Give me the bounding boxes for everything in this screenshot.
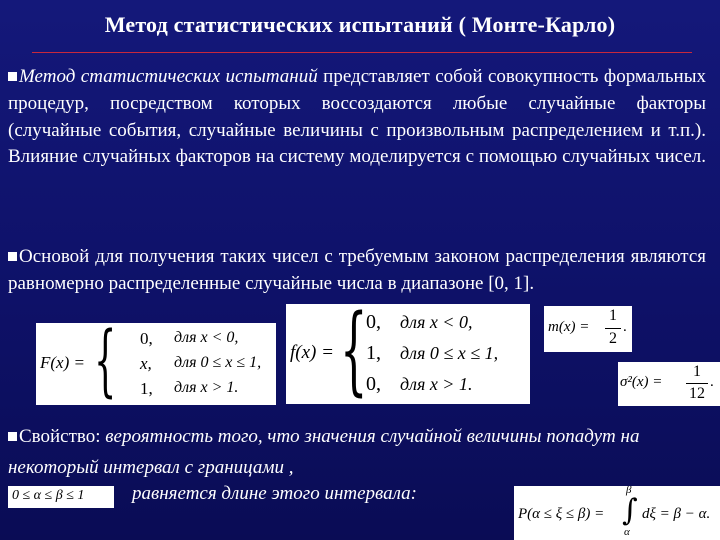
range-text: 0 ≤ α ≤ β ≤ 1 [12, 488, 85, 503]
method-description: представляет собой совокупность формальных процедур, посредством которых воссоздаются любые случайные факторы (случайные события, случайные величины с произвольным распределением и т.п.). Влияние случайных факторов на систему моделируется с помощью случайных чисел. [8, 66, 706, 168]
formula-variance [618, 362, 720, 406]
property-text-1: вероятность того, что значения случайной величины попадут на некоторый интервал с границами , [8, 426, 640, 478]
pdf-row-2-cond: для 0 ≤ x ≤ 1, [400, 343, 499, 363]
variance-denominator: 12 [689, 385, 705, 402]
cdf-row-2-cond: для 0 ≤ x ≤ 1, [174, 354, 262, 371]
cdf-row-2-value: x, [140, 354, 152, 373]
paragraph-property [8, 421, 706, 483]
cdf-row-1-cond: для x < 0, [174, 329, 239, 346]
mean-fraction-bar [605, 328, 621, 329]
prob-lower-limit: α [624, 526, 630, 538]
prob-lhs: P(α ≤ ξ ≤ β) = [518, 506, 605, 522]
formula-pdf [286, 304, 530, 404]
method-term: Метод статистических испытаний [19, 66, 318, 87]
variance-fraction-bar [686, 383, 708, 384]
formula-mean [544, 306, 632, 352]
prob-integrand: dξ = β − α. [642, 506, 711, 522]
mean-tail: . [623, 319, 627, 335]
bullet-marker [8, 72, 17, 81]
cdf-row-1-value: 0, [140, 329, 153, 348]
variance-numerator: 1 [693, 363, 701, 380]
cdf-row-3-value: 1, [140, 379, 153, 398]
variance-lhs: σ²(x) = [620, 374, 663, 390]
pdf-row-3-cond: для x > 1. [400, 374, 473, 394]
prob-upper-limit: β [626, 486, 632, 496]
pdf-lhs: f(x) = [290, 342, 334, 363]
formula-range [8, 486, 114, 508]
pdf-brace: { [340, 304, 368, 404]
mean-lhs: m(x) = [548, 319, 590, 335]
cdf-row-3-cond: для x > 1. [174, 379, 239, 396]
pdf-row-1-cond: для x < 0, [400, 312, 473, 332]
cdf-lhs: F(x) = [40, 353, 85, 372]
property-label: Свойство: [19, 426, 101, 447]
slide-title: Метод статистических испытаний ( Монте-Карло) [104, 12, 616, 37]
variance-tail: . [710, 374, 714, 390]
paragraph-method [8, 64, 706, 171]
bullet-marker [8, 252, 17, 261]
pdf-row-1-value: 0, [366, 311, 381, 333]
property-text-2: равняется длине этого интервала: [132, 483, 417, 504]
basis-text: Основой для получения таких чисел с требуемым законом распределения являются равномерно распределенные случайные числа в диапазоне [0, 1]. [8, 246, 706, 294]
pdf-row-3-value: 0, [366, 373, 381, 395]
mean-denominator: 2 [609, 330, 617, 347]
paragraph-basis [8, 244, 706, 298]
integral-sign: ∫ [622, 493, 638, 528]
title-underline [32, 52, 692, 53]
pdf-row-2-value: 1, [366, 342, 381, 364]
formula-probability [514, 486, 720, 540]
mean-numerator: 1 [609, 307, 617, 324]
bullet-marker [8, 432, 17, 441]
cdf-brace: { [94, 323, 117, 405]
formula-cdf [36, 323, 276, 405]
